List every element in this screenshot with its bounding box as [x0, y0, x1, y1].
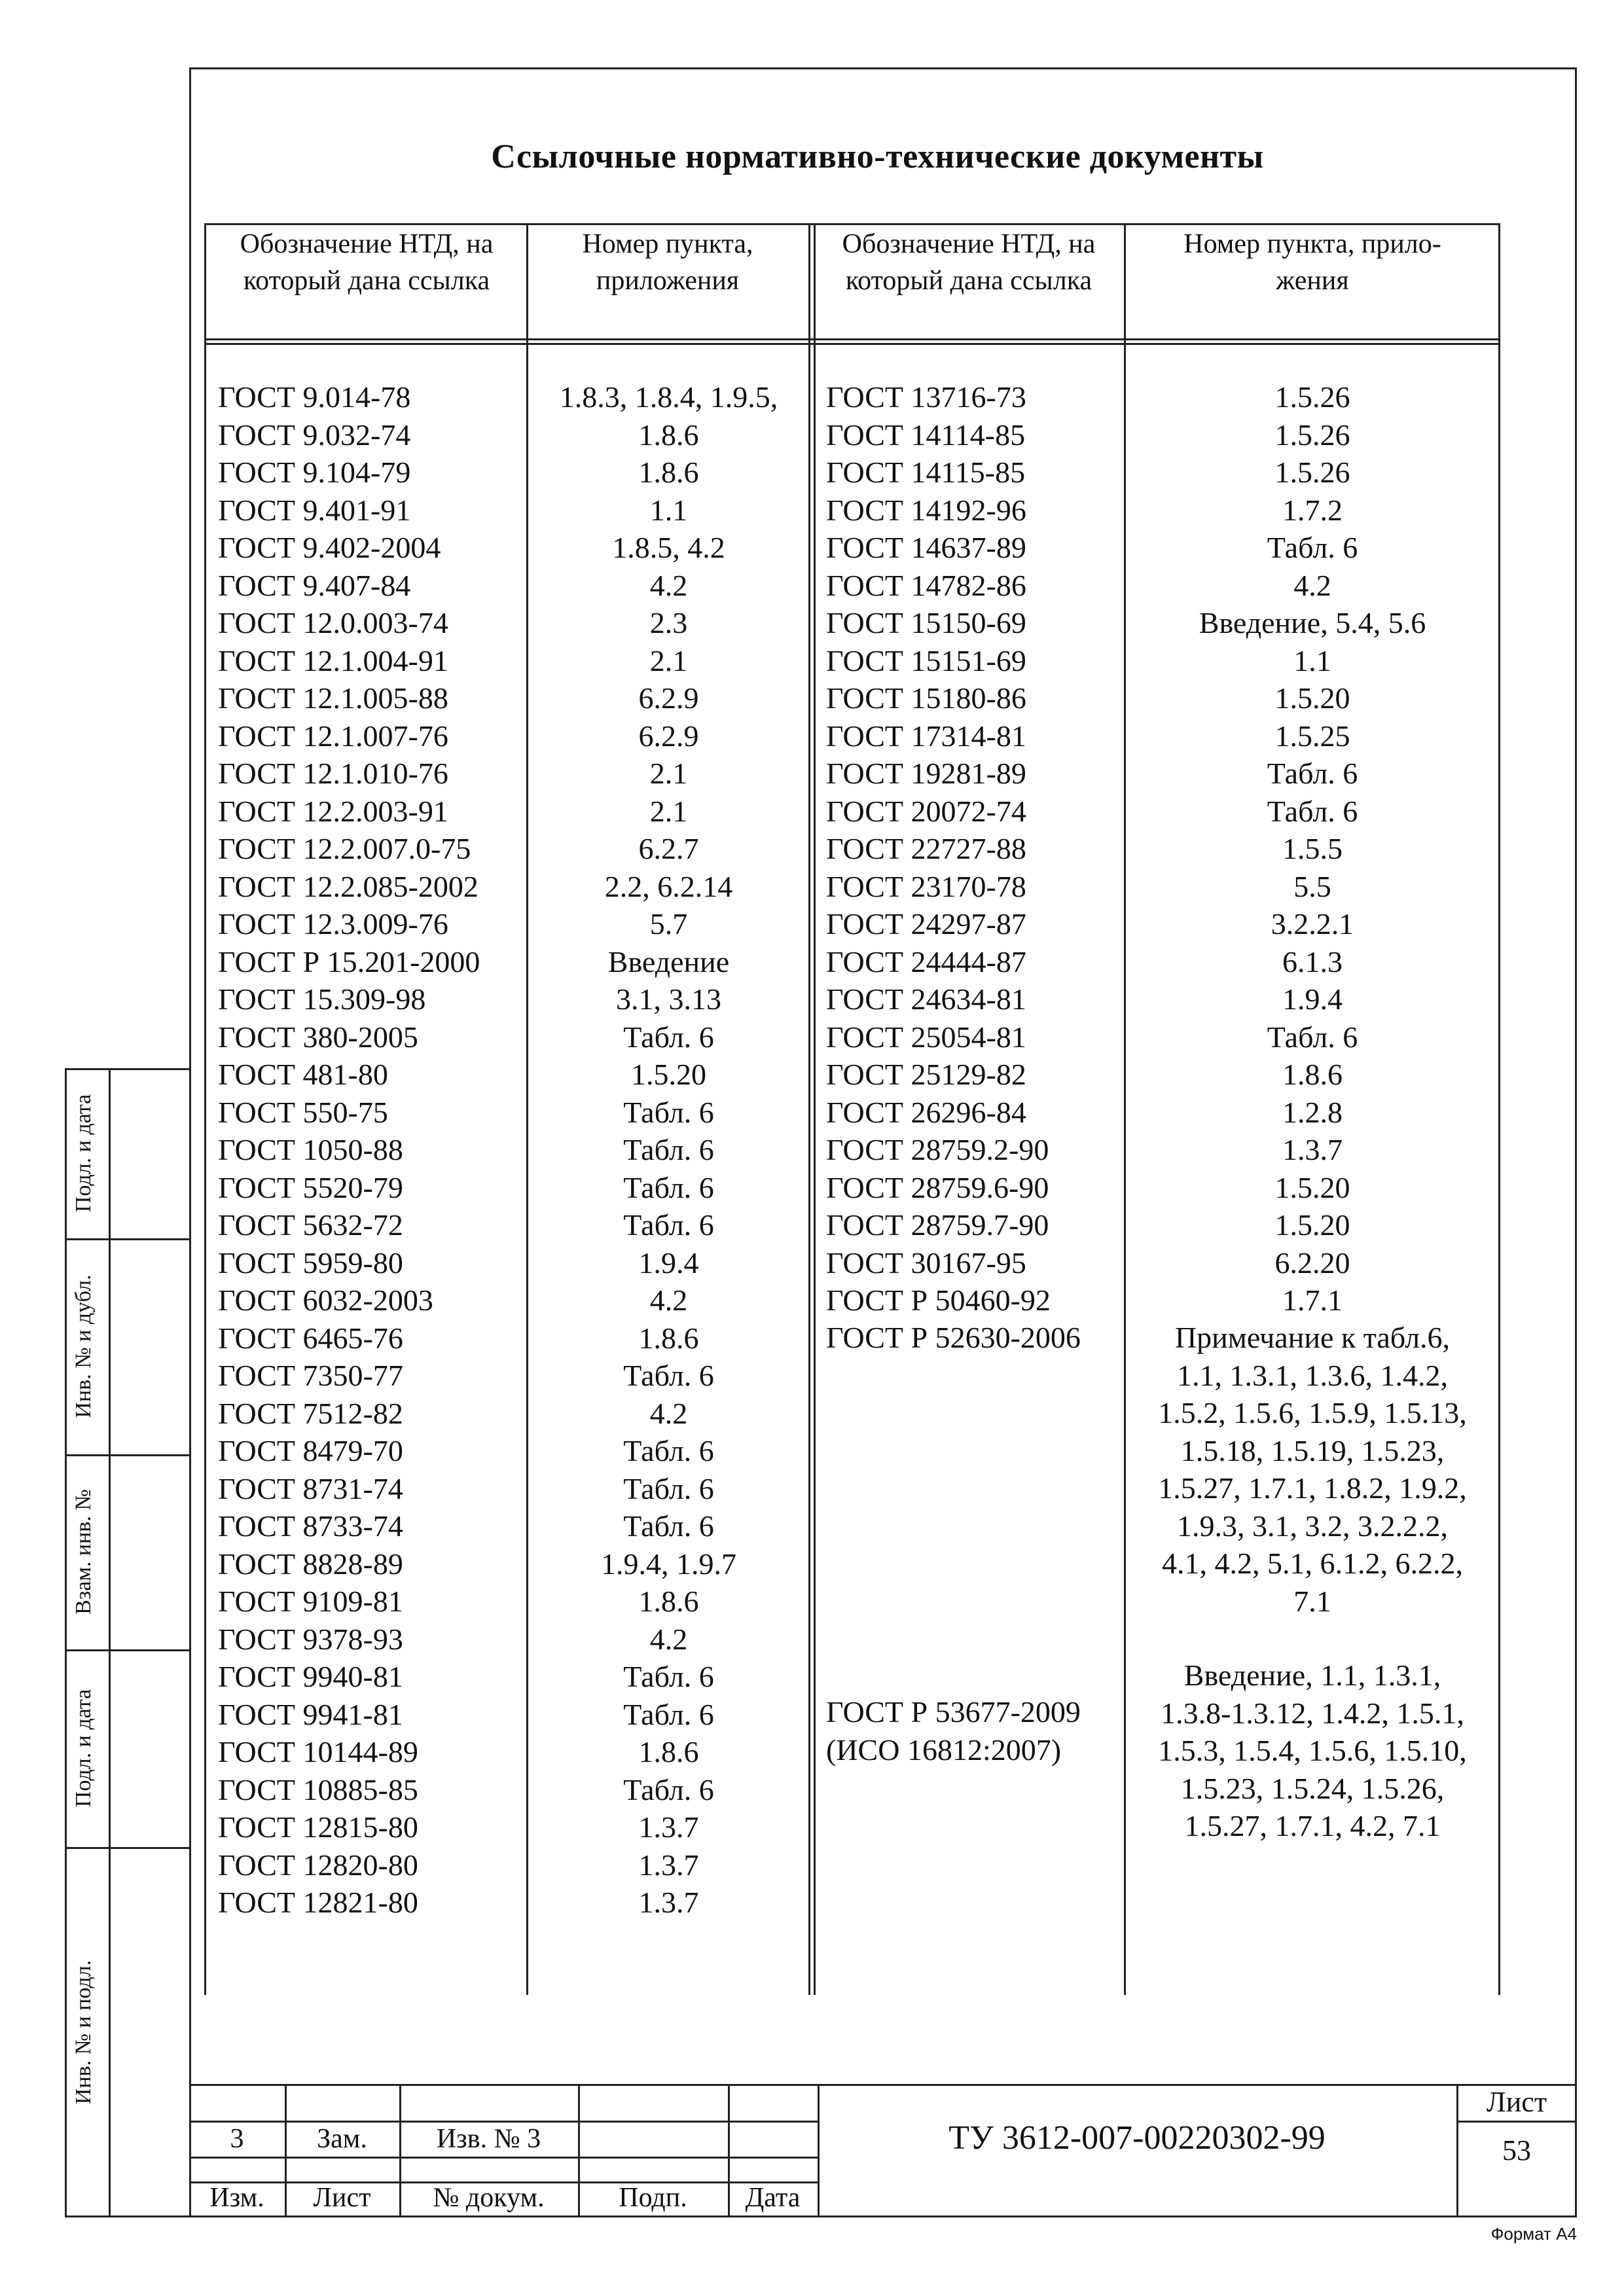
stamp-col-list: Лист — [313, 2183, 371, 2213]
left-row-designation: ГОСТ 9.014-78 — [218, 380, 411, 414]
right-row-designation: ГОСТ 15180-86 — [826, 681, 1026, 715]
right-row-item: Табл. 6 — [1267, 794, 1358, 828]
left-row-designation: ГОСТ 12.1.004-91 — [218, 643, 448, 677]
left-row-designation: ГОСТ 550-75 — [218, 1095, 388, 1129]
col-line-4 — [1498, 223, 1500, 1995]
stamp-doc-no: Изв. № 3 — [436, 2124, 541, 2154]
header-designation-left: Обозначение НТД, на который дана ссылка — [240, 229, 494, 296]
right-row-designation: ГОСТ 24634-81 — [826, 982, 1026, 1016]
left-row-item: 4.2 — [649, 1283, 688, 1317]
stamp-change-no: 3 — [230, 2124, 244, 2154]
gost-52630-item-line: Примечание к табл.6, — [1174, 1321, 1451, 1354]
right-row-designation: ГОСТ 24444-87 — [826, 944, 1026, 978]
left-row-designation: ГОСТ 15.309-98 — [218, 982, 426, 1016]
gost-52630-item-line: 1.1, 1.3.1, 1.3.6, 1.4.2, — [1177, 1358, 1448, 1392]
left-row-item: Табл. 6 — [623, 1471, 714, 1505]
gost-52630-item-line: 1.5.18, 1.5.19, 1.5.23, — [1180, 1433, 1445, 1467]
right-row-item: 1.5.20 — [1274, 681, 1350, 715]
right-row-designation: ГОСТ 28759.6-90 — [826, 1170, 1049, 1204]
left-row-designation: ГОСТ 12820-80 — [218, 1848, 418, 1882]
right-row-designation: ГОСТ 22727-88 — [826, 832, 1026, 865]
left-row-item: Табл. 6 — [623, 1509, 714, 1543]
right-row-item: Табл. 6 — [1267, 531, 1358, 564]
left-row-designation: ГОСТ 10144-89 — [218, 1735, 418, 1768]
header-item-left: Номер пункта, приложения — [582, 229, 753, 296]
stamp-col-izm: Изм. — [209, 2183, 264, 2213]
col-line-2 — [808, 223, 810, 1995]
right-row-designation: ГОСТ 24297-87 — [826, 907, 1026, 941]
page-title: Ссылочные нормативно-технические документы — [491, 138, 1264, 175]
left-row-item: 1.1 — [649, 493, 688, 527]
right-row-item: 1.5.26 — [1274, 380, 1350, 414]
gost-53677-designation-line: ГОСТ Р 53677-2009 — [826, 1695, 1081, 1729]
stamp-top-line — [189, 2084, 1577, 2086]
left-row-designation: ГОСТ 12.0.003-74 — [218, 606, 448, 639]
header-designation-right: Обозначение НТД, на который дана ссылка — [842, 229, 1096, 296]
left-row-item: 2.1 — [649, 794, 688, 828]
stamp-col-date: Дата — [745, 2183, 801, 2213]
stamp-sheet-line — [1456, 2121, 1577, 2123]
left-row-item: Табл. 6 — [623, 1772, 714, 1806]
right-row-designation: ГОСТ 19281-89 — [826, 757, 1026, 790]
gost-52630-item-line: 1.5.27, 1.7.1, 1.8.2, 1.9.2, — [1158, 1471, 1467, 1505]
right-row-item: 1.5.20 — [1274, 1170, 1350, 1204]
left-row-item: 5.7 — [649, 907, 688, 941]
gost-53677-item-line: 1.3.8-1.3.12, 1.4.2, 1.5.1, — [1161, 1696, 1464, 1730]
left-row-item: Табл. 6 — [623, 1133, 714, 1166]
side-label-sign-date-2: Подл. и дата — [71, 1689, 96, 1808]
left-row-designation: ГОСТ 8733-74 — [218, 1509, 403, 1543]
left-row-designation: ГОСТ 9.032-74 — [218, 418, 411, 452]
left-row-designation: ГОСТ 481-80 — [218, 1058, 388, 1091]
left-row-designation: ГОСТ 12.2.003-91 — [218, 794, 448, 828]
right-row-item: 1.5.26 — [1274, 418, 1350, 452]
left-row-item: Табл. 6 — [623, 1434, 714, 1467]
left-row-item: Табл. 6 — [623, 1660, 714, 1693]
left-row-item: 1.5.20 — [631, 1058, 706, 1091]
gost-52630-item-line: 1.9.3, 3.1, 3.2, 3.2.2.2, — [1177, 1509, 1448, 1543]
right-row-item: 3.2.2.1 — [1271, 907, 1354, 941]
left-row-designation: ГОСТ 6465-76 — [218, 1321, 403, 1355]
left-row-item: Табл. 6 — [623, 1208, 714, 1242]
right-row-item: Табл. 6 — [1267, 1020, 1358, 1054]
sheet-label: Лист — [1486, 2086, 1547, 2118]
right-row-item: 4.2 — [1293, 568, 1331, 602]
right-row-designation: ГОСТ 14637-89 — [826, 531, 1026, 564]
left-row-designation: ГОСТ Р 15.201-2000 — [218, 944, 480, 978]
left-row-item: 4.2 — [649, 568, 688, 602]
left-row-item: 3.1, 3.13 — [616, 982, 721, 1016]
right-row-item: 1.7.2 — [1282, 493, 1343, 527]
left-row-item: 1.8.6 — [638, 1585, 699, 1618]
left-row-item: 1.3.7 — [638, 1886, 699, 1919]
side-divider — [109, 1068, 111, 2217]
gost-53677-item-line: 1.5.3, 1.5.4, 1.5.6, 1.5.10, — [1158, 1734, 1467, 1767]
gost-53677-designation-line: (ИСО 16812:2007) — [826, 1732, 1062, 1767]
left-row-item: 6.2.9 — [638, 719, 699, 753]
left-row-item: 2.1 — [649, 643, 688, 677]
right-row-item: 1.8.6 — [1282, 1058, 1343, 1091]
left-row-designation: ГОСТ 12821-80 — [218, 1886, 418, 1919]
left-row-item: Табл. 6 — [623, 1170, 714, 1204]
left-row-designation: ГОСТ 8731-74 — [218, 1471, 403, 1505]
left-row-designation: ГОСТ 1050-88 — [218, 1133, 403, 1166]
stamp-col-doc: № докум. — [433, 2183, 545, 2213]
left-row-item: 2.1 — [649, 757, 688, 790]
left-row-designation: ГОСТ 6032-2003 — [218, 1283, 433, 1317]
right-row-item: 1.5.20 — [1274, 1208, 1350, 1242]
left-row-designation: ГОСТ 9.407-84 — [218, 568, 411, 602]
right-row-designation: ГОСТ 14782-86 — [826, 568, 1026, 602]
right-row-item: 1.5.5 — [1282, 832, 1343, 865]
left-row-designation: ГОСТ 12.1.005-88 — [218, 681, 448, 715]
left-row-item: 1.9.4 — [638, 1246, 699, 1280]
header-bottom-line-2 — [204, 343, 1500, 345]
left-row-item: 6.2.7 — [638, 832, 699, 865]
right-row-item: 1.1 — [1293, 643, 1331, 677]
left-row-item: 1.3.7 — [638, 1810, 699, 1844]
left-row-item: 1.8.5, 4.2 — [612, 531, 725, 564]
left-row-item: 1.8.3, 1.8.4, 1.9.5, — [559, 380, 778, 414]
header-item-right: Номер пункта, прило-жения — [1183, 229, 1441, 296]
right-row-designation: ГОСТ 25129-82 — [826, 1058, 1026, 1091]
left-row-item: Введение — [607, 944, 730, 978]
left-row-designation: ГОСТ 9941-81 — [218, 1697, 403, 1731]
right-row-designation: ГОСТ 20072-74 — [826, 794, 1026, 828]
right-row-designation: ГОСТ Р 50460-92 — [826, 1283, 1051, 1317]
left-row-designation: ГОСТ 12.2.085-2002 — [218, 869, 478, 903]
right-row-item: 1.5.26 — [1274, 456, 1350, 489]
right-row-item: Табл. 6 — [1267, 757, 1358, 790]
right-row-item: Введение, 5.4, 5.6 — [1199, 606, 1426, 639]
left-row-designation: ГОСТ 12.3.009-76 — [218, 907, 448, 941]
left-row-item: Табл. 6 — [623, 1020, 714, 1054]
gost-52630-designation: ГОСТ Р 52630-2006 — [826, 1321, 1081, 1354]
col-line-3 — [1124, 223, 1126, 1995]
left-row-designation: ГОСТ 5959-80 — [218, 1246, 403, 1280]
col-line-1 — [526, 223, 528, 1995]
right-row-item: 6.2.20 — [1274, 1246, 1350, 1280]
right-row-designation: ГОСТ 23170-78 — [826, 869, 1026, 903]
left-row-designation: ГОСТ 12.1.007-76 — [218, 719, 448, 753]
right-row-designation: ГОСТ 17314-81 — [826, 719, 1026, 753]
stamp-row-line-1 — [189, 2121, 818, 2123]
stamp-row-line-2 — [189, 2157, 818, 2159]
right-row-item: 1.3.7 — [1282, 1133, 1343, 1166]
document-designation: ТУ 3612-007-00220302-99 — [948, 2119, 1326, 2157]
right-row-designation: ГОСТ 14114-85 — [826, 418, 1026, 452]
right-row-designation: ГОСТ 15150-69 — [826, 606, 1026, 639]
gost-52630-item-line: 7.1 — [1293, 1584, 1331, 1618]
left-row-item: 2.3 — [649, 606, 688, 639]
format-label: Формат А4 — [1490, 2224, 1577, 2244]
right-row-designation: ГОСТ 13716-73 — [826, 380, 1026, 414]
sheet-number: 53 — [1502, 2134, 1531, 2166]
right-row-designation: ГОСТ 15151-69 — [826, 643, 1026, 677]
left-row-item: 1.9.4, 1.9.7 — [601, 1547, 736, 1581]
left-row-designation: ГОСТ 12815-80 — [218, 1810, 418, 1844]
stamp-change-type: Зам. — [317, 2124, 367, 2154]
left-row-designation: ГОСТ 380-2005 — [218, 1020, 418, 1054]
left-row-designation: ГОСТ 9378-93 — [218, 1622, 403, 1656]
left-row-designation: ГОСТ 7512-82 — [218, 1396, 403, 1430]
stamp-col-sign: Подп. — [619, 2183, 687, 2213]
left-row-item: 6.2.9 — [638, 681, 699, 715]
left-row-item: 2.2, 6.2.14 — [604, 869, 733, 903]
left-row-item: 1.3.7 — [638, 1848, 699, 1882]
left-row-designation: ГОСТ 12.1.010-76 — [218, 757, 448, 790]
left-row-designation: ГОСТ 7350-77 — [218, 1359, 403, 1392]
left-row-item: Табл. 6 — [623, 1095, 714, 1129]
left-row-designation: ГОСТ 8828-89 — [218, 1547, 403, 1581]
right-row-item: 1.7.1 — [1282, 1283, 1343, 1317]
side-sep-4 — [65, 1847, 191, 1849]
gost-53677-item-line: 1.5.27, 1.7.1, 4.2, 7.1 — [1184, 1809, 1441, 1842]
side-label-inv-podl: Инв. № и подл. — [71, 1960, 96, 2105]
right-row-item: 1.2.8 — [1282, 1095, 1343, 1129]
left-row-designation: ГОСТ 8479-70 — [218, 1434, 403, 1467]
left-row-item: 1.8.6 — [638, 418, 699, 452]
right-row-designation: ГОСТ 14115-85 — [826, 456, 1026, 489]
left-row-item: Табл. 6 — [623, 1359, 714, 1392]
gost-52630-item-line: 4.1, 4.2, 5.1, 6.1.2, 6.2.2, — [1162, 1547, 1463, 1580]
left-row-item: 1.8.6 — [638, 456, 699, 489]
left-row-designation: ГОСТ 9109-81 — [218, 1585, 403, 1618]
right-row-item: 1.9.4 — [1282, 982, 1343, 1016]
left-row-item: Табл. 6 — [623, 1697, 714, 1731]
col-line-0 — [204, 223, 206, 1995]
right-row-item: 6.1.3 — [1282, 944, 1343, 978]
right-row-item: 5.5 — [1293, 869, 1331, 903]
gost-53677-item-line: Введение, 1.1, 1.3.1, — [1183, 1659, 1441, 1692]
side-label-vzam-inv: Взам. инв. № — [71, 1489, 96, 1615]
right-row-designation: ГОСТ 26296-84 — [826, 1095, 1026, 1129]
table-top-line — [204, 223, 1500, 225]
side-label-inv-dubl: Инв. № и дубл. — [71, 1274, 96, 1418]
right-row-designation: ГОСТ 28759.7-90 — [826, 1208, 1049, 1242]
left-row-item: 1.8.6 — [638, 1321, 699, 1355]
left-row-designation: ГОСТ 5520-79 — [218, 1170, 403, 1204]
left-row-designation: ГОСТ 9.104-79 — [218, 456, 411, 489]
left-row-designation: ГОСТ 12.2.007.0-75 — [218, 832, 471, 865]
gost-53677-item-line: 1.5.23, 1.5.24, 1.5.26, — [1180, 1771, 1445, 1805]
right-row-designation: ГОСТ 30167-95 — [826, 1246, 1026, 1280]
left-row-item: 1.8.6 — [638, 1735, 699, 1768]
right-row-designation: ГОСТ 28759.2-90 — [826, 1133, 1049, 1166]
right-row-designation: ГОСТ 25054-81 — [826, 1020, 1026, 1054]
left-row-designation: ГОСТ 9.401-91 — [218, 493, 411, 527]
left-row-designation: ГОСТ 5632-72 — [218, 1208, 403, 1242]
left-row-designation: ГОСТ 10885-85 — [218, 1772, 418, 1806]
left-row-designation: ГОСТ 9.402-2004 — [218, 531, 441, 564]
right-row-designation: ГОСТ 14192-96 — [826, 493, 1026, 527]
header-bottom-line — [204, 338, 1500, 340]
col-line-2b — [814, 223, 816, 1995]
side-label-sign-date-1: Подл. и дата — [71, 1094, 96, 1213]
left-row-item: 4.2 — [649, 1396, 688, 1430]
right-row-item: 1.5.25 — [1274, 719, 1350, 753]
left-row-designation: ГОСТ 9940-81 — [218, 1660, 403, 1693]
gost-52630-item-line: 1.5.2, 1.5.6, 1.5.9, 1.5.13, — [1158, 1396, 1467, 1429]
left-row-item: 4.2 — [649, 1622, 688, 1656]
